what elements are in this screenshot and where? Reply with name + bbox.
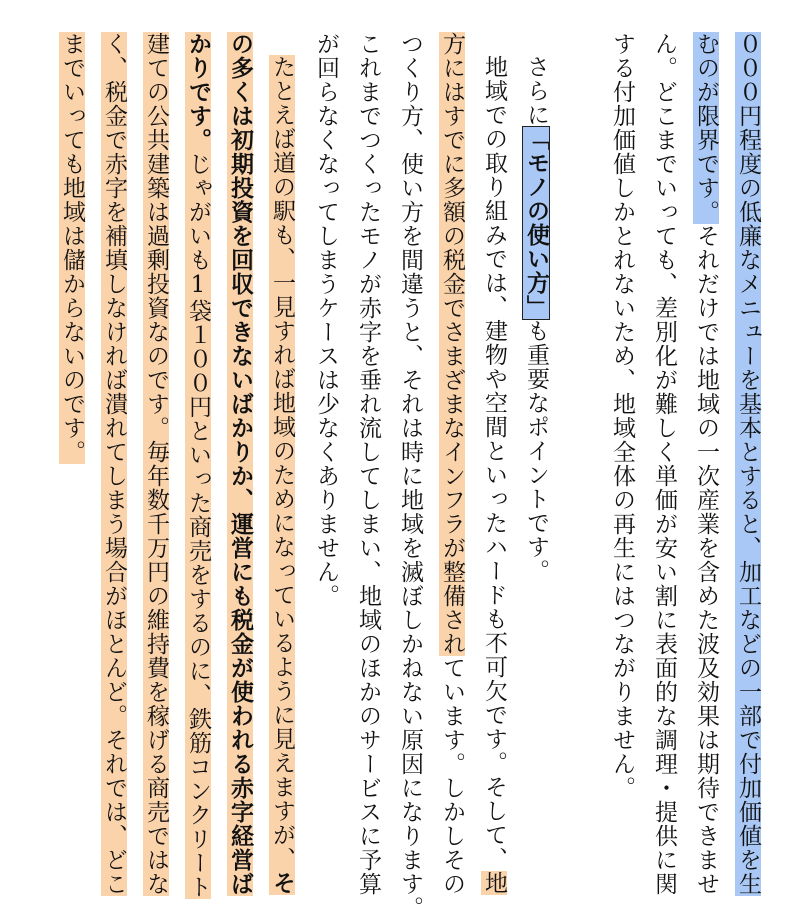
text-column [228, 32, 251, 896]
text-segment: そ [269, 871, 295, 895]
text-column [314, 32, 337, 608]
text-segment: ０００円程度の低廉なメニューを基本とすると、加工などの一部で付加価値を生 [735, 32, 761, 896]
text-segment: も重要なポイントです。 [523, 319, 549, 583]
text-column [356, 32, 379, 896]
text-segment: かりです。 [185, 32, 211, 152]
text-column [440, 32, 463, 896]
text-column [652, 32, 675, 896]
text-segment: ん。どこまでいっても、差別化が難しく単価が安い割に表面的な調理・提供に関 [651, 32, 677, 896]
text-column [102, 32, 125, 896]
text-segment: 方にはすでに多額の税金でさまざまなインフラが整備され [439, 32, 465, 656]
text-segment: さらに [523, 55, 549, 127]
text-column [694, 32, 717, 896]
text-column [186, 32, 209, 899]
text-segment: が回らなくなってしまうケースは少なくありません。 [313, 32, 339, 608]
text-column [270, 32, 293, 895]
text-segment: する付加価値しかとれないため、地域全体の再生にはつながりません。 [609, 32, 635, 800]
text-segment: 地 [481, 871, 507, 895]
text-column [482, 32, 505, 895]
text-column [610, 32, 633, 800]
text-segment: 建ての公共建築は過剰投資なのです。毎年数千万円の維持費を稼げる商売ではな [143, 32, 169, 896]
text-column [736, 32, 759, 896]
text-segment: むのが限界です。 [693, 32, 719, 224]
text-segment: たとえば道の駅も、一見すれば地域のためになっているように見えますが、 [269, 55, 295, 871]
text-segment: ています。しかしその [439, 656, 465, 896]
text-column [60, 32, 83, 464]
text-segment: 地域での取り組みでは、建物や空間といったハードも不可欠です。そして、 [481, 55, 507, 871]
text-segment: つくり方、使い方を間違うと、それは時に地域を滅ぼしかねない原因になります。 [397, 32, 423, 920]
text-segment: く、税金で赤字を補填しなければ潰れてしまう場合がほとんど。それでは、どこ [101, 32, 127, 896]
text-column [144, 32, 167, 896]
text-segment: じゃがいも1袋１００円といった商売をするのに、鉄筋コンクリート [185, 152, 211, 899]
text-segment: それだけでは地域の一次産業を含めた波及効果は期待できませ [693, 224, 719, 896]
text-segment: これまでつくったモノが赤字を垂れ流してしまい、地域のほかのサービスに予算 [355, 32, 381, 896]
text-column [398, 32, 421, 920]
text-segment: の多くは初期投資を回収できないばかりか、運営にも税金が使われる赤字経営ば [227, 32, 253, 896]
emphasis-phrase: 「モノの使い方」 [523, 127, 549, 319]
text-segment: までいっても地域は儲からないのです。 [59, 32, 85, 464]
text-column [524, 32, 547, 583]
